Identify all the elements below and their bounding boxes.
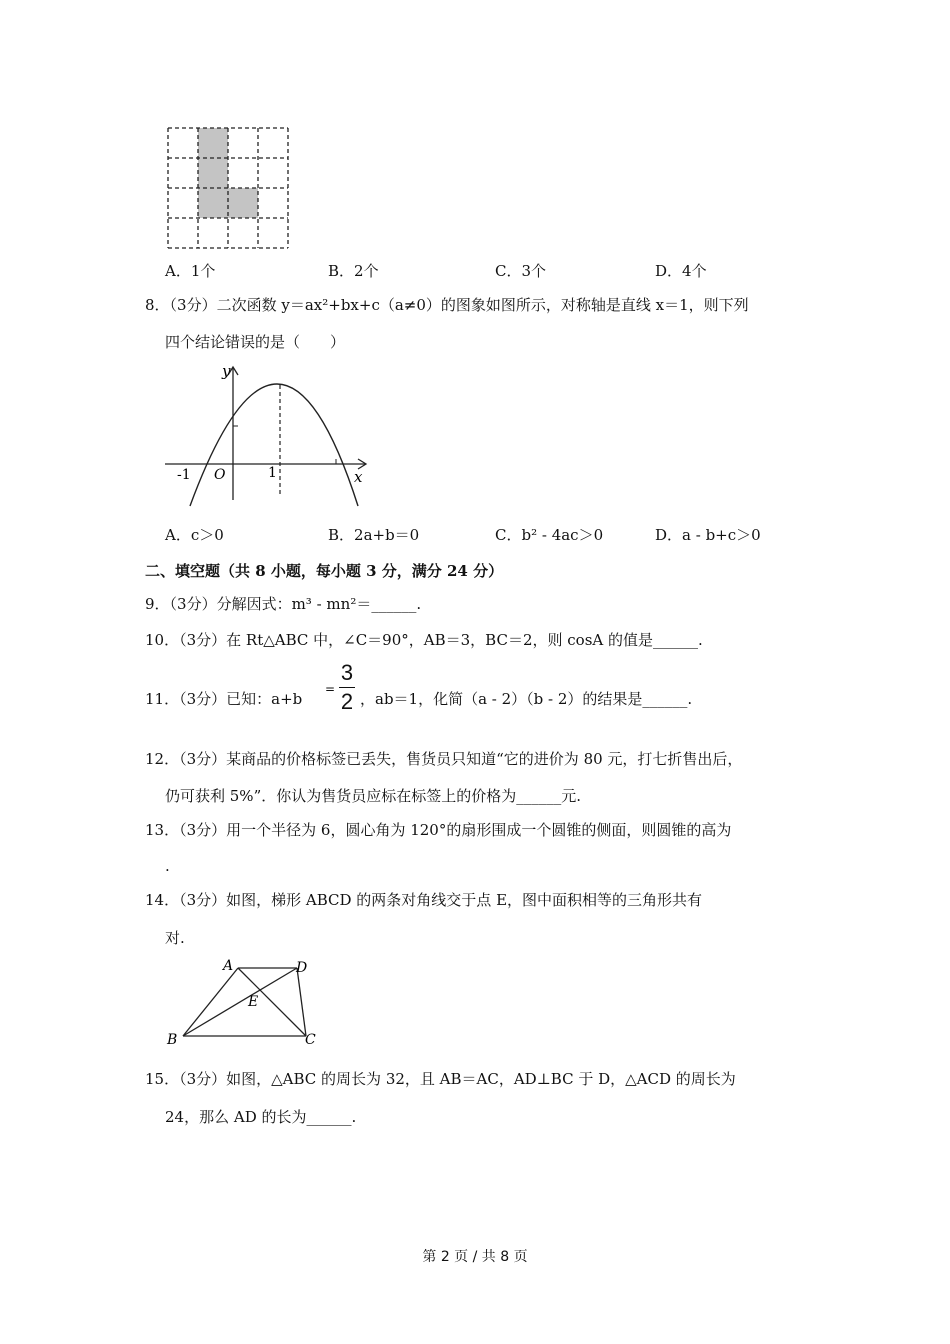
fraction-bar xyxy=(339,687,355,688)
parabola-graph xyxy=(160,360,375,512)
q13-line1: 13．（3分）用一个半径为 6，圆心角为 120°的扇形围成一个圆锥的侧面，则圆锥的高为 xyxy=(145,821,732,839)
point-c-label: C xyxy=(305,1032,316,1048)
shaded-cell xyxy=(198,158,228,188)
q11-equals: = xyxy=(325,682,336,696)
q7-option-d: D．4个 xyxy=(655,262,707,280)
q7-option-b: B．2个 xyxy=(328,262,379,280)
shaded-cell xyxy=(198,128,228,158)
section-title: 二、填空题（共 8 小题，每小题 3 分，满分 24 分） xyxy=(145,562,504,580)
point-e-label: E xyxy=(248,994,259,1010)
q12-line2: 仍可获利 5%”．你认为售货员应标在标签上的价格为______元. xyxy=(165,787,582,805)
shaded-cell xyxy=(228,188,258,218)
q12-line1: 12．（3分）某商品的价格标签已丢失，售货员只知道“它的进价为 80 元，打七折售出后， xyxy=(145,750,743,768)
point-a-label: A xyxy=(223,958,234,974)
numerator: 3 xyxy=(340,660,354,685)
y-axis-label: y xyxy=(222,362,231,380)
q11-suffix: ，ab＝1，化简（a - 2）（b - 2）的结果是______. xyxy=(360,690,693,708)
q8-line1: 8．（3分）二次函数 y＝ax²+bx+c（a≠0）的图象如图所示，对称轴是直线 x＝1，则下列 xyxy=(145,296,749,314)
q7-option-c: C．3个 xyxy=(495,262,547,280)
q13-line2: . xyxy=(165,857,170,875)
neg-one-label: -1 xyxy=(177,467,191,483)
parabola-curve xyxy=(190,384,358,506)
point-d-label: D xyxy=(296,960,308,976)
q8-option-b: B．2a+b＝0 xyxy=(328,526,420,544)
q11-prefix: 11．（3分）已知：a+b xyxy=(145,690,303,708)
q14-line2: 对. xyxy=(165,929,185,947)
one-label: 1 xyxy=(268,465,277,481)
trapezoid-figure xyxy=(160,955,330,1050)
x-axis-label: x xyxy=(354,468,363,486)
q10: 10．（3分）在 Rt△ABC 中，∠C＝90°，AB＝3，BC＝2，则 cosA 的值是______. xyxy=(145,631,703,649)
q9: 9．（3分）分解因式：m³ - mn²＝______. xyxy=(145,595,422,613)
shaded-cell xyxy=(198,188,228,218)
q8-option-d: D．a - b+c＞0 xyxy=(655,526,761,544)
q8-option-c: C．b² - 4ac＞0 xyxy=(495,526,604,544)
q14-line1: 14．（3分）如图，梯形 ABCD 的两条对角线交于点 E，图中面积相等的三角形共有 xyxy=(145,891,703,909)
denominator: 2 xyxy=(340,689,354,714)
q15-line2: 24，那么 AD 的长为______. xyxy=(165,1108,357,1126)
q7-option-a: A．1个 xyxy=(165,262,216,280)
q15-line1: 15．（3分）如图，△ABC 的周长为 32，且 AB＝AC，AD⊥BC 于 D，△ACD 的周长为 xyxy=(145,1070,736,1088)
q11-fraction xyxy=(337,660,357,715)
point-b-label: B xyxy=(167,1032,178,1048)
q8-option-a: A．c＞0 xyxy=(165,526,224,544)
origin-label: O xyxy=(214,467,226,483)
q8-line2: 四个结论错误的是（ ） xyxy=(165,333,346,351)
grid-figure xyxy=(160,120,300,252)
page-number: 第 2 页 / 共 8 页 xyxy=(422,1249,528,1265)
